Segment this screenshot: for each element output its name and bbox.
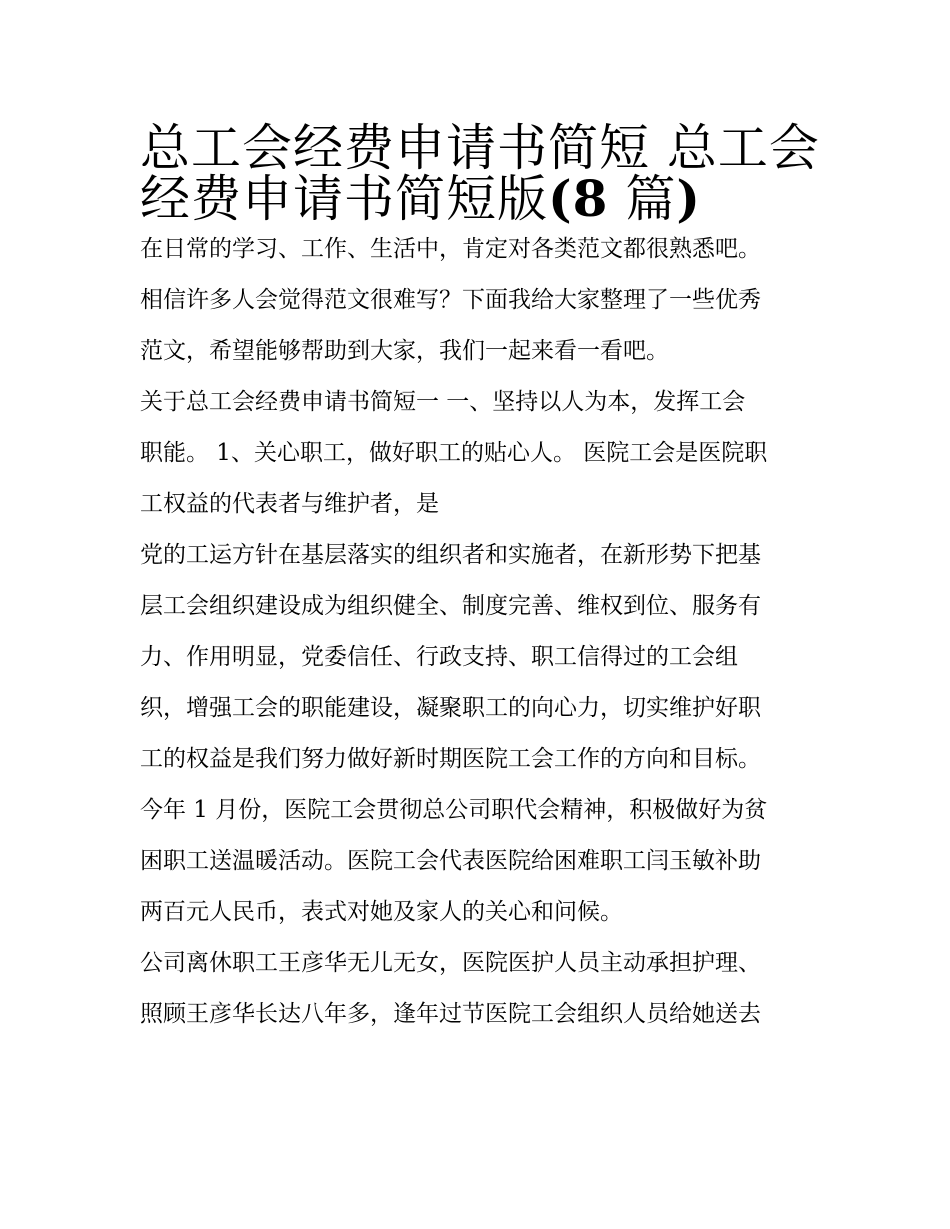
paragraph-retiree xyxy=(140,938,820,1040)
paragraph-body xyxy=(140,530,820,938)
text-line: 工的权益是我们努力做好新时期医院工会工作的方向和目标。 xyxy=(140,746,761,772)
text-line: 范文，希望能够帮助到大家，我们一起来看一看吧。 xyxy=(140,338,669,364)
text-line: 两百元人民币，表式对她及家人的关心和问候。 xyxy=(140,899,623,925)
paragraph-intro xyxy=(140,224,820,377)
text-line: 职能。 1、关心职工，做好职工的贴心人。 医院工会是医院职 xyxy=(140,440,768,466)
text-line: 今年 1 月份，医院工会贯彻总公司职代会精神，积极做好为贫 xyxy=(140,797,768,823)
text-line: 在日常的学习、工作、生活中，肯定对各类范文都很熟悉吧。 xyxy=(140,236,761,262)
document-title xyxy=(140,112,820,228)
paragraph-section-one xyxy=(140,377,820,530)
text-line: 工权益的代表者与维护者，是 xyxy=(140,491,439,517)
text-line: 党的工运方针在基层落实的组织者和实施者，在新形势下把基 xyxy=(140,542,761,568)
text-line: 织，增强工会的职能建设，凝聚职工的向心力，切实维护好职 xyxy=(140,695,761,721)
document-content xyxy=(140,112,820,1040)
title-line-text: 经费申请书简短版(8 篇) xyxy=(140,169,702,228)
text-line: 相信许多人会觉得范文很难写？下面我给大家整理了一些优秀 xyxy=(140,287,761,313)
text-line: 照顾王彦华长达八年多，逢年过节医院工会组织人员给她送去 xyxy=(140,1001,761,1027)
text-line: 公司离休职工王彦华无儿无女，医院医护人员主动承担护理、 xyxy=(140,950,761,976)
text-line: 困职工送温暖活动。医院工会代表医院给困难职工闫玉敏补助 xyxy=(140,848,761,874)
text-line: 关于总工会经费申请书简短一 一、坚持以人为本，发挥工会 xyxy=(140,389,746,415)
title-line: 总工会经费申请书简短 总工会 xyxy=(140,119,820,177)
text-line: 层工会组织建设成为组织健全、制度完善、维权到位、服务有 xyxy=(140,593,761,619)
text-line: 力、作用明显，党委信任、行政支持、职工信得过的工会组 xyxy=(140,644,738,670)
